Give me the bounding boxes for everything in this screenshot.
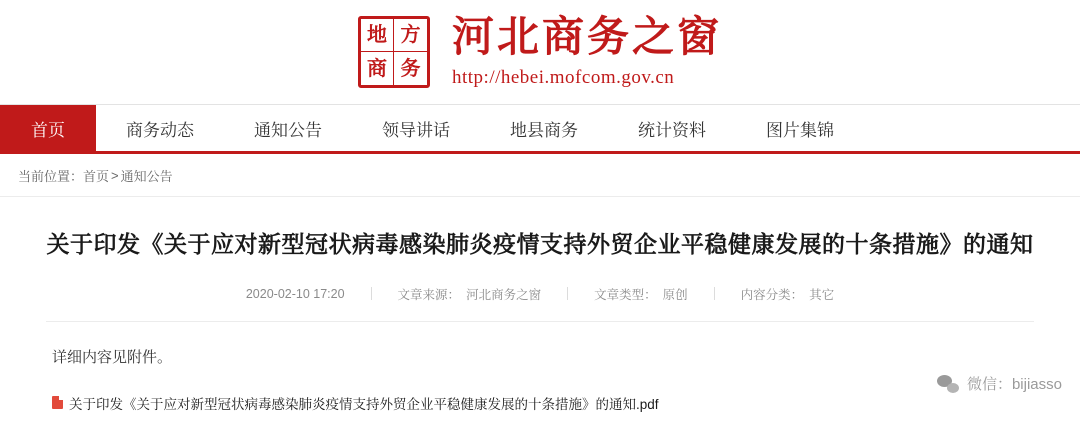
article-category-value: 其它	[809, 287, 835, 302]
article-title: 关于印发《关于应对新型冠状病毒感染肺炎疫情支持外贸企业平稳健康发展的十条措施》的通知	[46, 231, 1034, 257]
nav-item-business-news[interactable]: 商务动态	[126, 120, 194, 140]
nav-item-leader-speech[interactable]: 领导讲话	[382, 120, 450, 140]
article-source-label: 文章来源：	[397, 287, 461, 302]
article-type-label: 文章类型：	[594, 287, 657, 302]
meta-divider-3	[714, 287, 715, 300]
article-source-value: 河北商务之窗	[466, 287, 542, 302]
main-nav	[0, 104, 1080, 154]
site-header	[0, 0, 1080, 104]
site-title: 河北商务之窗	[451, 15, 722, 62]
seal-icon	[358, 16, 430, 88]
article-meta	[46, 285, 1034, 303]
breadcrumb-current-link[interactable]: 通知公告	[120, 168, 173, 184]
meta-divider-1	[371, 287, 372, 300]
watermark	[937, 373, 1062, 394]
breadcrumb-prefix: 当前位置：	[18, 168, 84, 184]
seal-char-2: 方	[394, 19, 427, 52]
breadcrumb-separator: >	[111, 167, 119, 183]
wechat-icon	[937, 375, 959, 393]
nav-item-photo-gallery[interactable]: 图片集锦	[766, 120, 834, 140]
article-source	[398, 285, 542, 303]
nav-item-home[interactable]: 首页	[0, 105, 96, 151]
article-type-value: 原创	[662, 287, 688, 302]
article-datetime: 2020-02-10 17:20	[245, 286, 345, 301]
article	[0, 197, 1080, 413]
attachment-name[interactable]: 关于印发《关于应对新型冠状病毒感染肺炎疫情支持外贸企业平稳健康发展的十条措施》的通知.pdf	[69, 396, 659, 412]
article-category-label: 内容分类：	[740, 287, 804, 302]
site-logo[interactable]	[358, 15, 722, 88]
nav-item-statistics[interactable]: 统计资料	[638, 120, 706, 140]
breadcrumb-home-link[interactable]: 首页	[83, 168, 110, 184]
seal-char-3: 商	[361, 52, 394, 85]
meta-divider-2	[567, 287, 568, 300]
breadcrumb	[0, 154, 1080, 197]
article-body: 详细内容见附件。	[52, 348, 173, 366]
watermark-text: 微信：bijiasso	[966, 376, 1062, 393]
nav-item-announcements[interactable]: 通知公告	[254, 120, 322, 140]
attachment-item[interactable]	[46, 393, 1034, 413]
article-type	[594, 285, 688, 303]
site-title-block	[452, 15, 722, 88]
seal-char-1: 地	[361, 19, 394, 52]
nav-item-local-commerce[interactable]: 地县商务	[510, 120, 578, 140]
pdf-file-icon	[52, 396, 63, 409]
site-url: http://hebei.mofcom.gov.cn	[451, 66, 675, 88]
article-divider	[46, 321, 1034, 322]
article-category	[741, 285, 835, 303]
seal-char-4: 务	[400, 57, 421, 80]
